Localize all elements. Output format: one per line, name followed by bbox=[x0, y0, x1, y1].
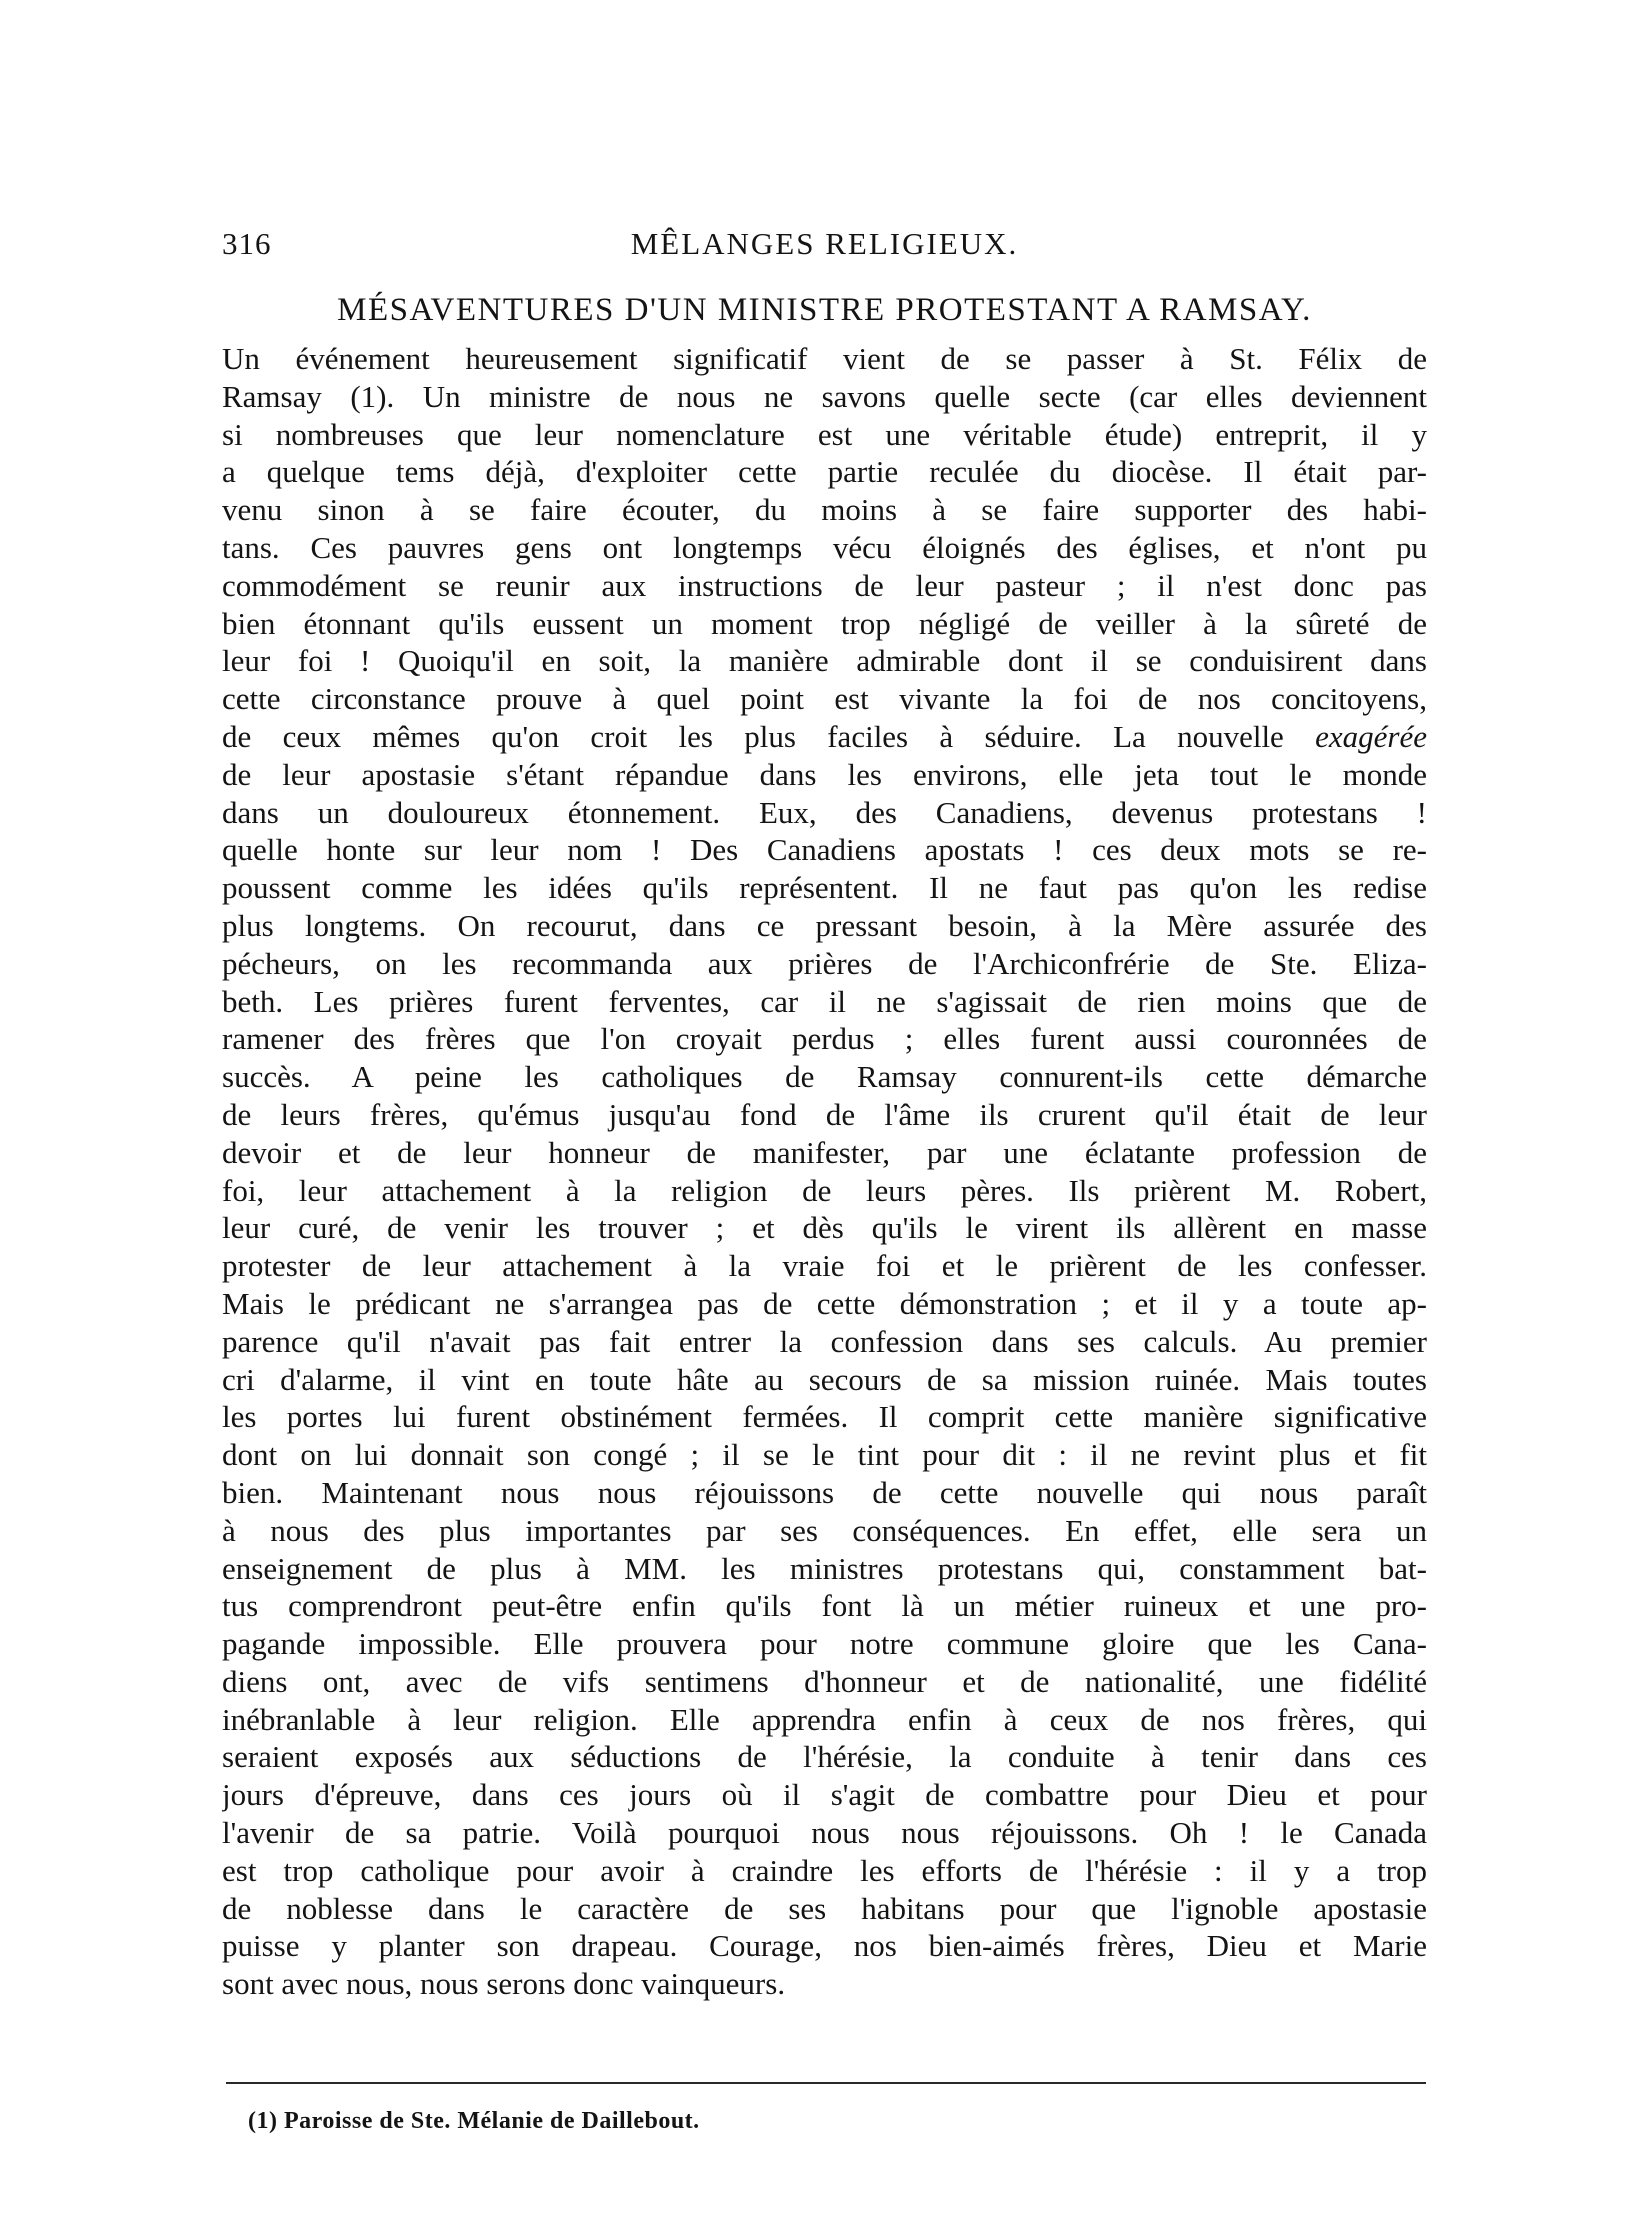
body-line: foi, leur attachement à la religion de leurs pères. Ils prièrent M. Robert, bbox=[222, 1172, 1427, 1208]
body-line: inébranlable à leur religion. Elle apprendra enfin à ceux de nos frères, qui bbox=[222, 1701, 1427, 1737]
footnote: (1) Paroisse de Ste. Mélanie de Daillebout. bbox=[248, 2108, 700, 2134]
body-line: diens ont, avec de vifs sentimens d'honneur et de nationalité, une fidélité bbox=[222, 1663, 1427, 1699]
body-line: Mais le prédicant ne s'arrangea pas de cette démonstration ; et il y a toute ap- bbox=[222, 1285, 1427, 1321]
body-line: à nous des plus importantes par ses conséquences. En effet, elle sera un bbox=[222, 1512, 1427, 1548]
body-line: plus longtems. On recourut, dans ce pressant besoin, à la Mère assurée des bbox=[222, 907, 1427, 943]
body-line: ramener des frères que l'on croyait perdus ; elles furent aussi couronnées de bbox=[222, 1021, 1427, 1057]
body-line: beth. Les prières furent ferventes, car il ne s'agissait de rien moins que de bbox=[222, 983, 1427, 1019]
body-line: l'avenir de sa patrie. Voilà pourquoi nous nous réjouissons. Oh ! le Canada bbox=[222, 1815, 1427, 1851]
body-line: commodément se reunir aux instructions de leur pasteur ; il n'est donc pas bbox=[222, 567, 1427, 603]
italic-word: exagérée bbox=[1315, 718, 1427, 754]
body-line: Ramsay (1). Un ministre de nous ne savons quelle secte (car elles deviennent bbox=[222, 378, 1427, 414]
body-line: si nombreuses que leur nomenclature est une véritable étude) entreprit, il y bbox=[222, 416, 1427, 452]
body-line: est trop catholique pour avoir à craindre les efforts de l'hérésie : il y a trop bbox=[222, 1852, 1427, 1888]
body-line: de leur apostasie s'étant répandue dans les environs, elle jeta tout le monde bbox=[222, 756, 1427, 792]
article-title: MÉSAVENTURES D'UN MINISTRE PROTESTANT A RAMSAY. bbox=[337, 292, 1312, 328]
body-line: dont on lui donnait son congé ; il se le tint pour dit : il ne revint plus et fit bbox=[222, 1437, 1427, 1473]
page-header bbox=[222, 226, 1427, 274]
body-line: bien étonnant qu'ils eussent un moment trop négligé de veiller à la sûreté de bbox=[222, 605, 1427, 641]
body-line-text: de ceux mêmes qu'on croit les plus faciles à séduire. La nouvelle bbox=[222, 718, 1316, 754]
body-line: de noblesse dans le caractère de ses habitans pour que l'ignoble apostasie bbox=[222, 1890, 1427, 1926]
article-body bbox=[222, 340, 1427, 2003]
body-line: bien. Maintenant nous nous réjouissons de cette nouvelle qui nous paraît bbox=[222, 1474, 1427, 1510]
footnote-rule bbox=[226, 2082, 1426, 2084]
body-line: devoir et de leur honneur de manifester, par une éclatante profession de bbox=[222, 1134, 1427, 1170]
body-line: cri d'alarme, il vint en toute hâte au secours de sa mission ruinée. Mais toutes bbox=[222, 1361, 1427, 1397]
body-line: jours d'épreuve, dans ces jours où il s'agit de combattre pour Dieu et pour bbox=[222, 1777, 1427, 1813]
body-line: Un événement heureusement significatif vient de se passer à St. Félix de bbox=[222, 341, 1427, 376]
body-line: pécheurs, on les recommanda aux prières de l'Archiconfrérie de Ste. Eliza- bbox=[222, 945, 1427, 981]
body-line: parence qu'il n'avait pas fait entrer la confession dans ses calculs. Au premier bbox=[222, 1323, 1427, 1359]
body-line: cette circonstance prouve à quel point est vivante la foi de nos concitoyens, bbox=[222, 681, 1427, 717]
page-number: 316 bbox=[222, 226, 272, 261]
body-line: puisse y planter son drapeau. Courage, nos bien-aimés frères, Dieu et Marie bbox=[222, 1928, 1427, 1964]
body-line: tus comprendront peut-être enfin qu'ils font là un métier ruineux et une pro- bbox=[222, 1588, 1427, 1624]
body-line: de leurs frères, qu'émus jusqu'au fond de l'âme ils crurent qu'il était de leur bbox=[222, 1096, 1427, 1132]
body-line: dans un douloureux étonnement. Eux, des Canadiens, devenus protestans ! bbox=[222, 794, 1427, 830]
body-line: sont avec nous, nous serons donc vainqueurs. bbox=[222, 1966, 786, 2002]
body-line: quelle honte sur leur nom ! Des Canadiens apostats ! ces deux mots se re- bbox=[222, 832, 1427, 868]
body-line: leur curé, de venir les trouver ; et dès qu'ils le virent ils allèrent en masse bbox=[222, 1210, 1427, 1246]
body-line: protester de leur attachement à la vraie foi et le prièrent de les confesser. bbox=[222, 1248, 1427, 1284]
body-line: enseignement de plus à MM. les ministres protestans qui, constamment bat- bbox=[222, 1550, 1427, 1586]
body-line: a quelque tems déjà, d'exploiter cette partie reculée du diocèse. Il était par- bbox=[222, 454, 1427, 490]
body-line: succès. A peine les catholiques de Ramsay connurent-ils cette démarche bbox=[222, 1059, 1427, 1095]
body-line bbox=[222, 718, 1427, 756]
running-head: MÊLANGES RELIGIEUX. bbox=[630, 226, 1019, 261]
body-line: les portes lui furent obstinément fermées. Il comprit cette manière significative bbox=[222, 1399, 1427, 1435]
body-line: pagande impossible. Elle prouvera pour notre commune gloire que les Cana- bbox=[222, 1626, 1427, 1662]
body-line: poussent comme les idées qu'ils représentent. Il ne faut pas qu'on les redise bbox=[222, 870, 1427, 906]
body-line: seraient exposés aux séductions de l'hérésie, la conduite à tenir dans ces bbox=[222, 1739, 1427, 1775]
body-line: leur foi ! Quoiqu'il en soit, la manière admirable dont il se conduisirent dans bbox=[222, 643, 1427, 679]
body-line: tans. Ces pauvres gens ont longtemps vécu éloignés des églises, et n'ont pu bbox=[222, 529, 1427, 565]
body-line: venu sinon à se faire écouter, du moins à se faire supporter des habi- bbox=[222, 492, 1427, 528]
